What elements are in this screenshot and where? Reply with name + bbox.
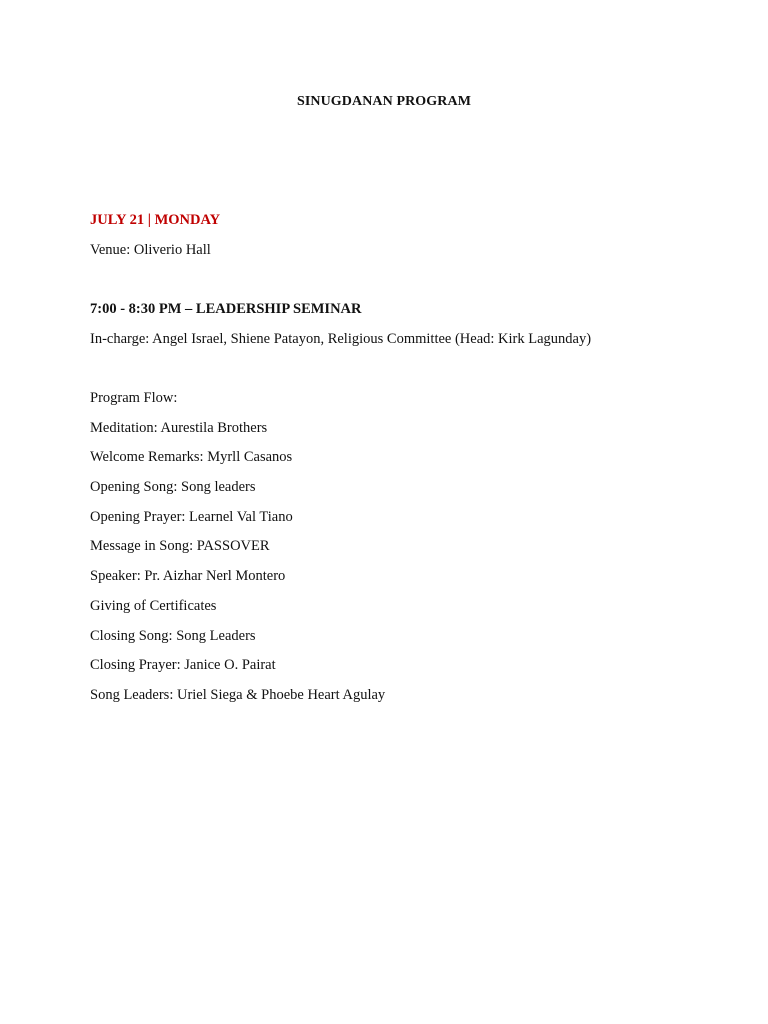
list-item: Giving of Certificates	[90, 597, 217, 614]
program-flow-heading: Program Flow:	[90, 390, 178, 406]
document-title: SINUGDANAN PROGRAM	[296, 94, 472, 109]
list-item: Closing Prayer: Janice O. Pairat	[90, 657, 276, 674]
session-heading: 7:00 - 8:30 PM – LEADERSHIP SEMINAR	[90, 301, 362, 317]
list-item: Message in Song: PASSOVER	[90, 538, 270, 555]
list-item: Opening Prayer: Learnel Val Tiano	[90, 508, 293, 525]
date-heading: JULY 21 | MONDAY	[90, 212, 221, 228]
list-item: Speaker: Pr. Aizhar Nerl Montero	[90, 568, 286, 585]
list-item: Welcome Remarks: Myrll Casanos	[90, 449, 293, 466]
list-item: Meditation: Aurestila Brothers	[90, 419, 268, 436]
list-item: Song Leaders: Uriel Siega & Phoebe Heart Agulay	[90, 686, 386, 703]
list-item: Closing Song: Song Leaders	[90, 627, 256, 644]
list-item: Opening Song: Song leaders	[90, 479, 256, 496]
in-charge-line: In-charge: Angel Israel, Shiene Patayon, Religious Committee (Head: Kirk Lagunday)	[90, 331, 592, 347]
program-flow-list	[90, 388, 385, 715]
venue-line: Venue: Oliverio Hall	[90, 242, 211, 258]
